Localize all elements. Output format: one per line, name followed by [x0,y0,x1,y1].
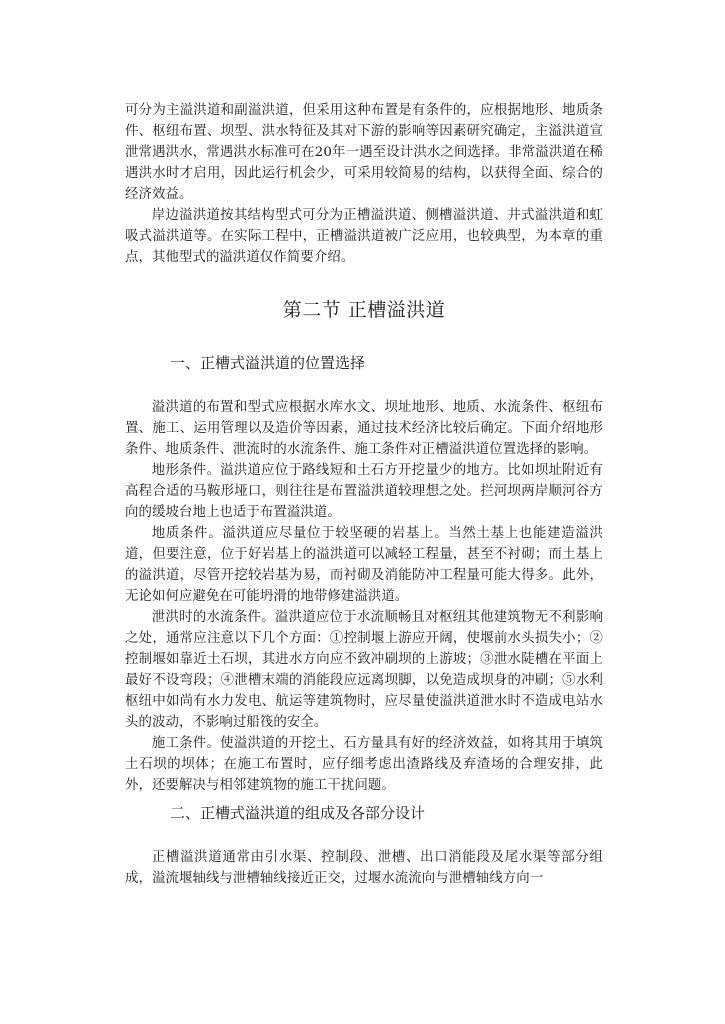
intro-paragraph-1: 可分为主溢洪道和副溢洪道，但采用这种布置是有条件的，应根据地形、地质条件、枢纽布置、坝型、洪水特征及其对下游的影响等因素研究确定，主溢洪道宣泄常遇洪水，常遇洪水标准可在20年一遇至设计洪水之间选择。非常溢洪道在稀遇洪水时才启用，因此运行机会少，可采用较简易的结构，以获得全面、综合的经济效益。 [125,103,603,202]
intro-paragraph-2: 岸边溢洪道按其结构型式可分为正槽溢洪道、侧槽溢洪道、井式溢洪道和虹吸式溢洪道等。在实际工程中，正槽溢洪道被广泛应用，也较典型，为本章的重点，其他型式的溢洪道仅作简要介绍。 [125,208,603,265]
subsection-title-2: 二、正槽式溢洪道的组成及各部分设计 [170,804,426,822]
subsection-title-1: 一、正槽式溢洪道的位置选择 [170,354,366,372]
paragraph-construction: 施工条件。使溢洪道的开挖土、石方量具有好的经济效益，如将其用于填筑土石坝的坝体；在施工布置时，应仔细考虑出渣路线及弃渣场的合理安排，此外，还要解决与相邻建筑物的施工干扰问题。 [125,736,603,793]
paragraph-location-intro: 溢洪道的布置和型式应根据水库水文、坝址地形、地质、水流条件、枢纽布置、施工、运用管理以及造价等因素，通过技术经济比较后确定。下面介绍地形条件、地质条件、泄流时的水流条件、施工条件对正槽溢洪道位置选择的影响。 [125,400,603,457]
paragraph-geology: 地质条件。溢洪道应尽量位于较坚硬的岩基上。当然土基上也能建造溢洪道，但要注意，位于好岩基上的溢洪道可以减轻工程量，甚至不衬砌；而土基上的溢洪道，尽管开挖较岩基为易，而衬砌及消能防冲工程量可能大得多。此外，无论如何应避免在可能坍滑的地带修建溢洪道。 [125,526,603,604]
paragraph-composition: 正槽溢洪道通常由引水渠、控制段、泄槽、出口消能段及尾水渠等部分组成，溢流堰轴线与泄槽轴线接近正交，过堰水流流向与泄槽轴线方向一 [125,850,603,886]
document-page [125,100,603,889]
paragraph-flow-conditions: 泄洪时的水流条件。溢洪道应位于水流顺畅且对枢纽其他建筑物无不利影响之处，通常应注意以下几个方面：①控制堰上游应开阔，使堰前水头损失小；②控制堰如靠近土石坝，其进水方向应不致冲刷坝的上游坡；③泄水陡槽在平面上最好不设弯段；④泄槽末端的消能段应远离坝脚，以免造成坝身的冲刷；⑤水利枢纽中如尚有水力发电、航运等建筑物时，应尽量使溢洪道泄水时不造成电站水头的波动，不影响过船筏的安全。 [125,610,603,730]
paragraph-terrain: 地形条件。溢洪道应位于路线短和土石方开挖量少的地方。比如坝址附近有高程合适的马鞍形垭口，则往往是布置溢洪道较理想之处。拦河坝两岸顺河谷方向的缓坡台地上也适于布置溢洪道。 [125,463,603,520]
section-title: 第二节 正槽溢洪道 [282,299,446,321]
